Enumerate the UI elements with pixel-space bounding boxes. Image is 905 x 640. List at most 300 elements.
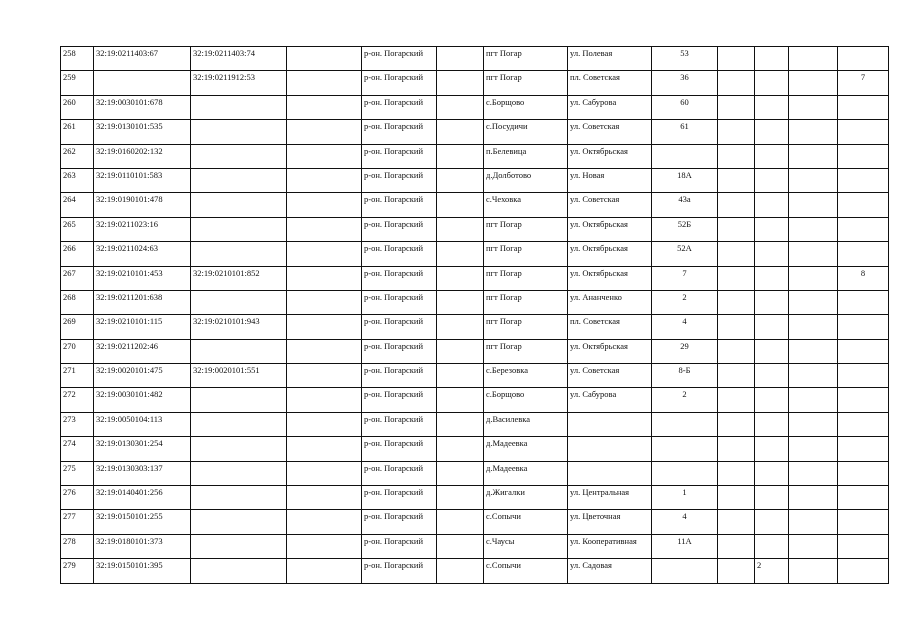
cadastral-number-2-cell: [191, 339, 287, 363]
district-cell: р-он. Погарский: [362, 510, 437, 534]
cadastral-number-2-cell: [191, 388, 287, 412]
extra-cell-3: [789, 364, 838, 388]
house-number-cell: 36: [652, 71, 718, 95]
blank-cell-2: [437, 534, 484, 558]
settlement-cell: пгт Погар: [484, 71, 568, 95]
table-row: [61, 388, 889, 412]
extra-cell-1: [718, 534, 755, 558]
row-number-cell: 272: [61, 388, 94, 412]
extra-cell-2: [755, 364, 789, 388]
extra-cell-1: [718, 388, 755, 412]
blank-cell: [287, 266, 362, 290]
district-cell: р-он. Погарский: [362, 144, 437, 168]
street-cell: ул. Новая: [568, 168, 652, 192]
extra-cell-1: [718, 120, 755, 144]
street-cell: пл. Советская: [568, 315, 652, 339]
table-row: [61, 461, 889, 485]
cadastral-number-2-cell: [191, 120, 287, 144]
row-number-cell: 260: [61, 95, 94, 119]
house-number-cell: 29: [652, 339, 718, 363]
extra-cell-1: [718, 315, 755, 339]
house-number-cell: 11А: [652, 534, 718, 558]
extra-cell-2: [755, 315, 789, 339]
row-number-cell: 270: [61, 339, 94, 363]
row-number-cell: 262: [61, 144, 94, 168]
table-row: [61, 47, 889, 71]
street-cell: ул. Октябрьская: [568, 242, 652, 266]
district-cell: р-он. Погарский: [362, 266, 437, 290]
settlement-cell: пгт Погар: [484, 339, 568, 363]
blank-cell-2: [437, 266, 484, 290]
blank-cell: [287, 47, 362, 71]
blank-cell: [287, 168, 362, 192]
table-row: [61, 71, 889, 95]
cadastral-number-2-cell: [191, 510, 287, 534]
extra-cell-4: [838, 461, 889, 485]
table-row: [61, 193, 889, 217]
settlement-cell: с.Посудичи: [484, 120, 568, 144]
table-row: [61, 412, 889, 436]
cadastral-number-cell: 32:19:0150101:395: [94, 559, 191, 583]
settlement-cell: пгт Погар: [484, 266, 568, 290]
settlement-cell: пгт Погар: [484, 47, 568, 71]
street-cell: ул. Советская: [568, 120, 652, 144]
extra-cell-1: [718, 47, 755, 71]
extra-cell-2: [755, 437, 789, 461]
row-number-cell: 277: [61, 510, 94, 534]
street-cell: ул. Октябрьская: [568, 144, 652, 168]
extra-cell-3: [789, 193, 838, 217]
table-body: [61, 47, 889, 584]
blank-cell-2: [437, 339, 484, 363]
street-cell: ул. Кооперативная: [568, 534, 652, 558]
cadastral-number-cell: 32:19:0211202:46: [94, 339, 191, 363]
district-cell: р-он. Погарский: [362, 315, 437, 339]
table-row: [61, 168, 889, 192]
row-number-cell: 266: [61, 242, 94, 266]
blank-cell-2: [437, 120, 484, 144]
street-cell: ул. Цветочная: [568, 510, 652, 534]
row-number-cell: 269: [61, 315, 94, 339]
settlement-cell: с.Чеховка: [484, 193, 568, 217]
blank-cell-2: [437, 486, 484, 510]
extra-cell-1: [718, 193, 755, 217]
settlement-cell: с.Борщово: [484, 95, 568, 119]
row-number-cell: 268: [61, 290, 94, 314]
extra-cell-4: [838, 437, 889, 461]
extra-cell-3: [789, 412, 838, 436]
blank-cell: [287, 388, 362, 412]
extra-cell-4: [838, 559, 889, 583]
extra-cell-2: [755, 95, 789, 119]
blank-cell: [287, 95, 362, 119]
extra-cell-4: [838, 242, 889, 266]
blank-cell: [287, 461, 362, 485]
cadastral-number-2-cell: 32:19:0211912:53: [191, 71, 287, 95]
extra-cell-3: [789, 290, 838, 314]
house-number-cell: 8-Б: [652, 364, 718, 388]
extra-cell-1: [718, 437, 755, 461]
blank-cell: [287, 559, 362, 583]
extra-cell-3: [789, 534, 838, 558]
cadastral-number-2-cell: [191, 437, 287, 461]
extra-cell-4: [838, 120, 889, 144]
district-cell: р-он. Погарский: [362, 120, 437, 144]
cadastral-number-2-cell: [191, 559, 287, 583]
extra-cell-2: 2: [755, 559, 789, 583]
table-row: [61, 95, 889, 119]
extra-cell-2: [755, 461, 789, 485]
cadastral-number-2-cell: 32:19:0210101:852: [191, 266, 287, 290]
extra-cell-1: [718, 510, 755, 534]
house-number-cell: [652, 144, 718, 168]
settlement-cell: с.Чаусы: [484, 534, 568, 558]
blank-cell: [287, 534, 362, 558]
cadastral-number-cell: 32:19:0110101:583: [94, 168, 191, 192]
street-cell: ул. Полевая: [568, 47, 652, 71]
settlement-cell: д.Жигалки: [484, 486, 568, 510]
blank-cell-2: [437, 217, 484, 241]
extra-cell-1: [718, 290, 755, 314]
cadastral-number-cell: 32:19:0211403:67: [94, 47, 191, 71]
blank-cell: [287, 412, 362, 436]
house-number-cell: 52А: [652, 242, 718, 266]
extra-cell-1: [718, 168, 755, 192]
street-cell: [568, 437, 652, 461]
house-number-cell: [652, 437, 718, 461]
extra-cell-3: [789, 559, 838, 583]
extra-cell-3: [789, 461, 838, 485]
house-number-cell: 2: [652, 388, 718, 412]
cadastral-number-2-cell: [191, 412, 287, 436]
cadastral-number-cell: 32:19:0030101:482: [94, 388, 191, 412]
row-number-cell: 259: [61, 71, 94, 95]
house-number-cell: [652, 412, 718, 436]
extra-cell-1: [718, 559, 755, 583]
extra-cell-4: [838, 290, 889, 314]
extra-cell-3: [789, 437, 838, 461]
settlement-cell: д.Долботово: [484, 168, 568, 192]
settlement-cell: с.Сопычи: [484, 559, 568, 583]
row-number-cell: 261: [61, 120, 94, 144]
cadastral-number-cell: 32:19:0140401:256: [94, 486, 191, 510]
blank-cell: [287, 315, 362, 339]
house-number-cell: 60: [652, 95, 718, 119]
street-cell: ул. Октябрьская: [568, 339, 652, 363]
cadastral-number-2-cell: [191, 168, 287, 192]
row-number-cell: 274: [61, 437, 94, 461]
extra-cell-2: [755, 71, 789, 95]
extra-cell-3: [789, 71, 838, 95]
cadastral-number-2-cell: [191, 534, 287, 558]
extra-cell-2: [755, 412, 789, 436]
extra-cell-1: [718, 242, 755, 266]
extra-cell-2: [755, 242, 789, 266]
row-number-cell: 279: [61, 559, 94, 583]
cadastral-number-2-cell: [191, 144, 287, 168]
extra-cell-2: [755, 120, 789, 144]
extra-cell-1: [718, 339, 755, 363]
table-row: [61, 486, 889, 510]
settlement-cell: с.Борщово: [484, 388, 568, 412]
extra-cell-4: 8: [838, 266, 889, 290]
extra-cell-1: [718, 461, 755, 485]
blank-cell-2: [437, 364, 484, 388]
cadastral-number-2-cell: [191, 242, 287, 266]
settlement-cell: п.Белевица: [484, 144, 568, 168]
cadastral-number-2-cell: [191, 217, 287, 241]
row-number-cell: 278: [61, 534, 94, 558]
blank-cell-2: [437, 510, 484, 534]
extra-cell-4: [838, 510, 889, 534]
settlement-cell: с.Березовка: [484, 364, 568, 388]
blank-cell-2: [437, 315, 484, 339]
street-cell: ул. Центральная: [568, 486, 652, 510]
extra-cell-4: [838, 47, 889, 71]
cadastral-number-cell: 32:19:0030101:678: [94, 95, 191, 119]
row-number-cell: 264: [61, 193, 94, 217]
house-number-cell: 52Б: [652, 217, 718, 241]
settlement-cell: пгт Погар: [484, 315, 568, 339]
extra-cell-4: [838, 412, 889, 436]
table-row: [61, 144, 889, 168]
cadastral-number-cell: 32:19:0211201:638: [94, 290, 191, 314]
table-row: [61, 339, 889, 363]
blank-cell: [287, 71, 362, 95]
blank-cell: [287, 364, 362, 388]
blank-cell: [287, 290, 362, 314]
district-cell: р-он. Погарский: [362, 217, 437, 241]
extra-cell-4: 7: [838, 71, 889, 95]
table-row: [61, 217, 889, 241]
extra-cell-4: [838, 486, 889, 510]
district-cell: р-он. Погарский: [362, 193, 437, 217]
table-row: [61, 559, 889, 583]
extra-cell-2: [755, 534, 789, 558]
blank-cell: [287, 510, 362, 534]
extra-cell-2: [755, 266, 789, 290]
blank-cell-2: [437, 412, 484, 436]
district-cell: р-он. Погарский: [362, 486, 437, 510]
extra-cell-1: [718, 266, 755, 290]
blank-cell-2: [437, 290, 484, 314]
blank-cell-2: [437, 168, 484, 192]
street-cell: ул. Советская: [568, 193, 652, 217]
house-number-cell: 43а: [652, 193, 718, 217]
row-number-cell: 258: [61, 47, 94, 71]
cadastral-number-cell: 32:19:0130303:137: [94, 461, 191, 485]
extra-cell-3: [789, 120, 838, 144]
cadastral-number-2-cell: [191, 290, 287, 314]
street-cell: ул. Советская: [568, 364, 652, 388]
extra-cell-2: [755, 388, 789, 412]
cadastral-number-2-cell: [191, 461, 287, 485]
settlement-cell: пгт Погар: [484, 290, 568, 314]
table-row: [61, 242, 889, 266]
street-cell: ул. Садовая: [568, 559, 652, 583]
extra-cell-4: [838, 364, 889, 388]
extra-cell-3: [789, 339, 838, 363]
extra-cell-2: [755, 217, 789, 241]
table-row: [61, 510, 889, 534]
extra-cell-1: [718, 71, 755, 95]
blank-cell: [287, 486, 362, 510]
cadastral-number-cell: [94, 71, 191, 95]
table-row: [61, 364, 889, 388]
extra-cell-2: [755, 47, 789, 71]
street-cell: [568, 461, 652, 485]
table-row: [61, 290, 889, 314]
extra-cell-3: [789, 486, 838, 510]
cadastral-number-cell: 32:19:0211024:63: [94, 242, 191, 266]
district-cell: р-он. Погарский: [362, 559, 437, 583]
extra-cell-1: [718, 217, 755, 241]
district-cell: р-он. Погарский: [362, 242, 437, 266]
extra-cell-2: [755, 168, 789, 192]
blank-cell: [287, 339, 362, 363]
extra-cell-3: [789, 217, 838, 241]
cadastral-number-cell: 32:19:0211023:16: [94, 217, 191, 241]
district-cell: р-он. Погарский: [362, 437, 437, 461]
blank-cell-2: [437, 461, 484, 485]
house-number-cell: 1: [652, 486, 718, 510]
cadastral-number-2-cell: 32:19:0020101:551: [191, 364, 287, 388]
cadastral-number-2-cell: [191, 193, 287, 217]
cadastral-number-2-cell: [191, 95, 287, 119]
settlement-cell: д.Мадеевка: [484, 461, 568, 485]
blank-cell-2: [437, 144, 484, 168]
district-cell: р-он. Погарский: [362, 47, 437, 71]
house-number-cell: 4: [652, 510, 718, 534]
street-cell: ул. Октябрьская: [568, 266, 652, 290]
street-cell: ул. Ананченко: [568, 290, 652, 314]
district-cell: р-он. Погарский: [362, 364, 437, 388]
settlement-cell: пгт Погар: [484, 217, 568, 241]
house-number-cell: 18А: [652, 168, 718, 192]
street-cell: ул. Сабурова: [568, 388, 652, 412]
house-number-cell: 4: [652, 315, 718, 339]
row-number-cell: 273: [61, 412, 94, 436]
street-cell: ул. Сабурова: [568, 95, 652, 119]
cadastral-number-cell: 32:19:0210101:115: [94, 315, 191, 339]
cadastral-number-cell: 32:19:0130101:535: [94, 120, 191, 144]
extra-cell-4: [838, 144, 889, 168]
extra-cell-3: [789, 168, 838, 192]
table-row: [61, 266, 889, 290]
extra-cell-2: [755, 290, 789, 314]
extra-cell-4: [838, 315, 889, 339]
table-row: [61, 315, 889, 339]
row-number-cell: 265: [61, 217, 94, 241]
cadastral-number-cell: 32:19:0160202:132: [94, 144, 191, 168]
extra-cell-3: [789, 47, 838, 71]
blank-cell-2: [437, 242, 484, 266]
extra-cell-3: [789, 315, 838, 339]
house-number-cell: 53: [652, 47, 718, 71]
extra-cell-4: [838, 339, 889, 363]
cadastral-number-2-cell: [191, 486, 287, 510]
street-cell: ул. Октябрьская: [568, 217, 652, 241]
district-cell: р-он. Погарский: [362, 95, 437, 119]
extra-cell-2: [755, 486, 789, 510]
extra-cell-2: [755, 144, 789, 168]
blank-cell: [287, 193, 362, 217]
cadastral-number-cell: 32:19:0190101:478: [94, 193, 191, 217]
cadastral-number-cell: 32:19:0020101:475: [94, 364, 191, 388]
cadastral-number-cell: 32:19:0130301:254: [94, 437, 191, 461]
extra-cell-4: [838, 217, 889, 241]
blank-cell: [287, 120, 362, 144]
district-cell: р-он. Погарский: [362, 461, 437, 485]
extra-cell-2: [755, 339, 789, 363]
row-number-cell: 276: [61, 486, 94, 510]
extra-cell-1: [718, 412, 755, 436]
row-number-cell: 263: [61, 168, 94, 192]
district-cell: р-он. Погарский: [362, 71, 437, 95]
settlement-cell: д.Мадеевка: [484, 437, 568, 461]
address-table: [60, 46, 889, 584]
extra-cell-2: [755, 510, 789, 534]
house-number-cell: 2: [652, 290, 718, 314]
house-number-cell: 7: [652, 266, 718, 290]
extra-cell-3: [789, 388, 838, 412]
extra-cell-4: [838, 95, 889, 119]
extra-cell-2: [755, 193, 789, 217]
row-number-cell: 271: [61, 364, 94, 388]
blank-cell: [287, 144, 362, 168]
extra-cell-4: [838, 168, 889, 192]
blank-cell-2: [437, 95, 484, 119]
blank-cell-2: [437, 437, 484, 461]
extra-cell-1: [718, 486, 755, 510]
blank-cell-2: [437, 559, 484, 583]
cadastral-number-2-cell: 32:19:0211403:74: [191, 47, 287, 71]
district-cell: р-он. Погарский: [362, 168, 437, 192]
table-row: [61, 437, 889, 461]
district-cell: р-он. Погарский: [362, 412, 437, 436]
table-row: [61, 534, 889, 558]
extra-cell-1: [718, 364, 755, 388]
extra-cell-3: [789, 144, 838, 168]
extra-cell-1: [718, 144, 755, 168]
blank-cell-2: [437, 193, 484, 217]
cadastral-number-2-cell: 32:19:0210101:943: [191, 315, 287, 339]
extra-cell-4: [838, 388, 889, 412]
settlement-cell: пгт Погар: [484, 242, 568, 266]
extra-cell-4: [838, 193, 889, 217]
district-cell: р-он. Погарский: [362, 534, 437, 558]
blank-cell-2: [437, 388, 484, 412]
extra-cell-3: [789, 242, 838, 266]
row-number-cell: 267: [61, 266, 94, 290]
blank-cell-2: [437, 47, 484, 71]
cadastral-number-cell: 32:19:0210101:453: [94, 266, 191, 290]
blank-cell: [287, 437, 362, 461]
settlement-cell: с.Сопычи: [484, 510, 568, 534]
street-cell: пл. Советская: [568, 71, 652, 95]
house-number-cell: 61: [652, 120, 718, 144]
district-cell: р-он. Погарский: [362, 388, 437, 412]
blank-cell: [287, 217, 362, 241]
row-number-cell: 275: [61, 461, 94, 485]
house-number-cell: [652, 559, 718, 583]
blank-cell-2: [437, 71, 484, 95]
district-cell: р-он. Погарский: [362, 290, 437, 314]
cadastral-number-cell: 32:19:0150101:255: [94, 510, 191, 534]
settlement-cell: д.Василевка: [484, 412, 568, 436]
extra-cell-4: [838, 534, 889, 558]
cadastral-number-cell: 32:19:0180101:373: [94, 534, 191, 558]
